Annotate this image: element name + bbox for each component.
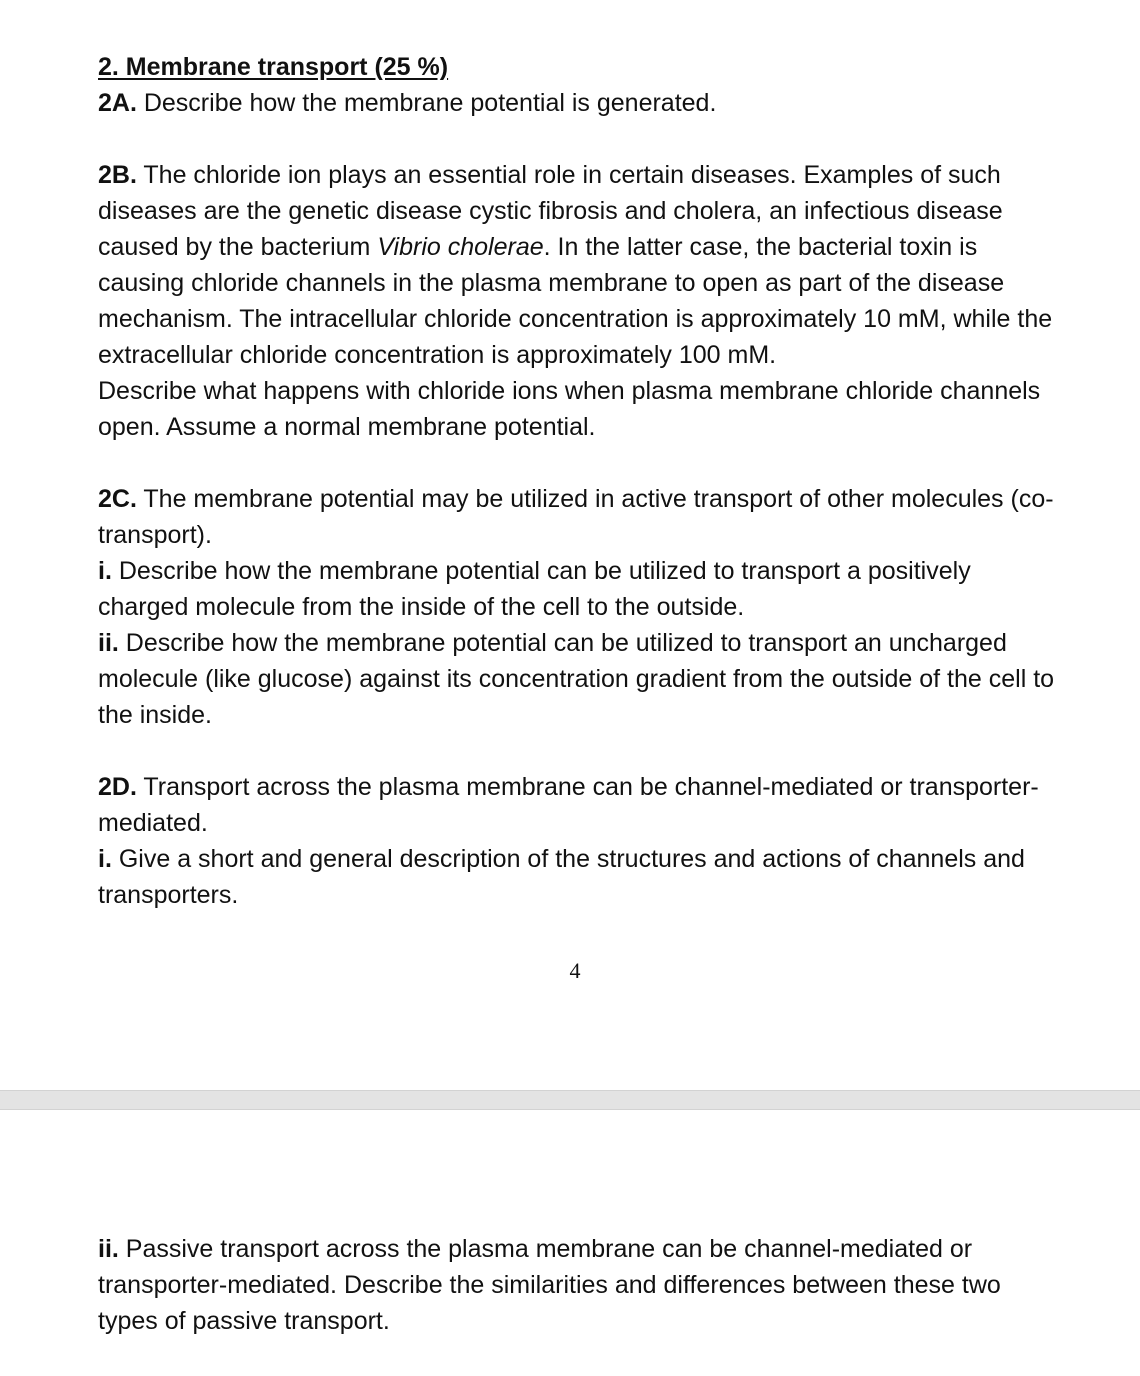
question-2d-ii-label: ii. — [98, 1235, 119, 1263]
question-2b-text-1: The chloride ion plays an essential role in certain diseases. Examples of such diseases are the genetic disease cystic fibrosis and cholera, an infectious disease caused by the bacterium — [98, 161, 1003, 261]
question-2c — [98, 481, 1058, 553]
page-2-content — [98, 1231, 1058, 1339]
question-2b-question: Describe what happens with chloride ions when plasma membrane chloride channels open. Assume a normal membrane potential. — [98, 377, 1041, 441]
question-2c-i-text: Describe how the membrane potential can be utilized to transport a positively charged molecule from the inside of the cell to the outside. — [98, 557, 971, 621]
question-2c-i-label: i. — [98, 557, 112, 585]
question-2d-i — [98, 841, 1058, 913]
question-2d-i-text: Give a short and general description of the structures and actions of channels and transporters. — [98, 845, 1025, 909]
question-2a-text: Describe how the membrane potential is generated. — [136, 89, 717, 117]
question-2c-i — [98, 553, 1058, 625]
question-2d-ii — [98, 1231, 1058, 1339]
page-number: 4 — [569, 958, 581, 983]
question-2c-ii-text: Describe how the membrane potential can be utilized to transport an uncharged molecule (like glucose) against its concentration gradient from the outside of the cell to the inside. — [98, 629, 1055, 729]
spacer — [98, 733, 1058, 769]
question-2c-ii — [98, 625, 1058, 733]
page-break-separator — [0, 1090, 1140, 1110]
question-2c-label: 2C. — [98, 485, 137, 513]
page-1-content — [98, 49, 1058, 913]
section-heading: 2. Membrane transport (25 %) — [98, 53, 449, 81]
question-2b-label: 2B. — [98, 161, 137, 189]
question-2c-text: The membrane potential may be utilized in active transport of other molecules (co-transport). — [98, 485, 1054, 549]
question-2b-text-2: . In the latter case, the bacterial toxin is causing chloride channels in the plasma membrane to open as part of the disease mechanism. The intracellular chloride concentration is approximately 10 mM, while the extracellular chloride concentration is approximately 100 mM. — [98, 233, 1053, 369]
question-2d-label: 2D. — [98, 773, 137, 801]
spacer — [98, 445, 1058, 481]
question-2d-text: Transport across the plasma membrane can be channel-mediated or transporter-mediated. — [98, 773, 1039, 837]
question-2d-i-label: i. — [98, 845, 112, 873]
question-2a-label: 2A. — [98, 89, 137, 117]
question-2d — [98, 769, 1058, 841]
question-2d-ii-text: Passive transport across the plasma membrane can be channel-mediated or transporter-mediated. Describe the similarities and differences between these two types of passive transport. — [98, 1235, 1001, 1335]
question-2a — [98, 85, 1058, 121]
question-2b-species: Vibrio cholerae — [377, 233, 544, 261]
question-2c-ii-label: ii. — [98, 629, 119, 657]
spacer — [98, 121, 1058, 157]
question-2b — [98, 157, 1058, 373]
